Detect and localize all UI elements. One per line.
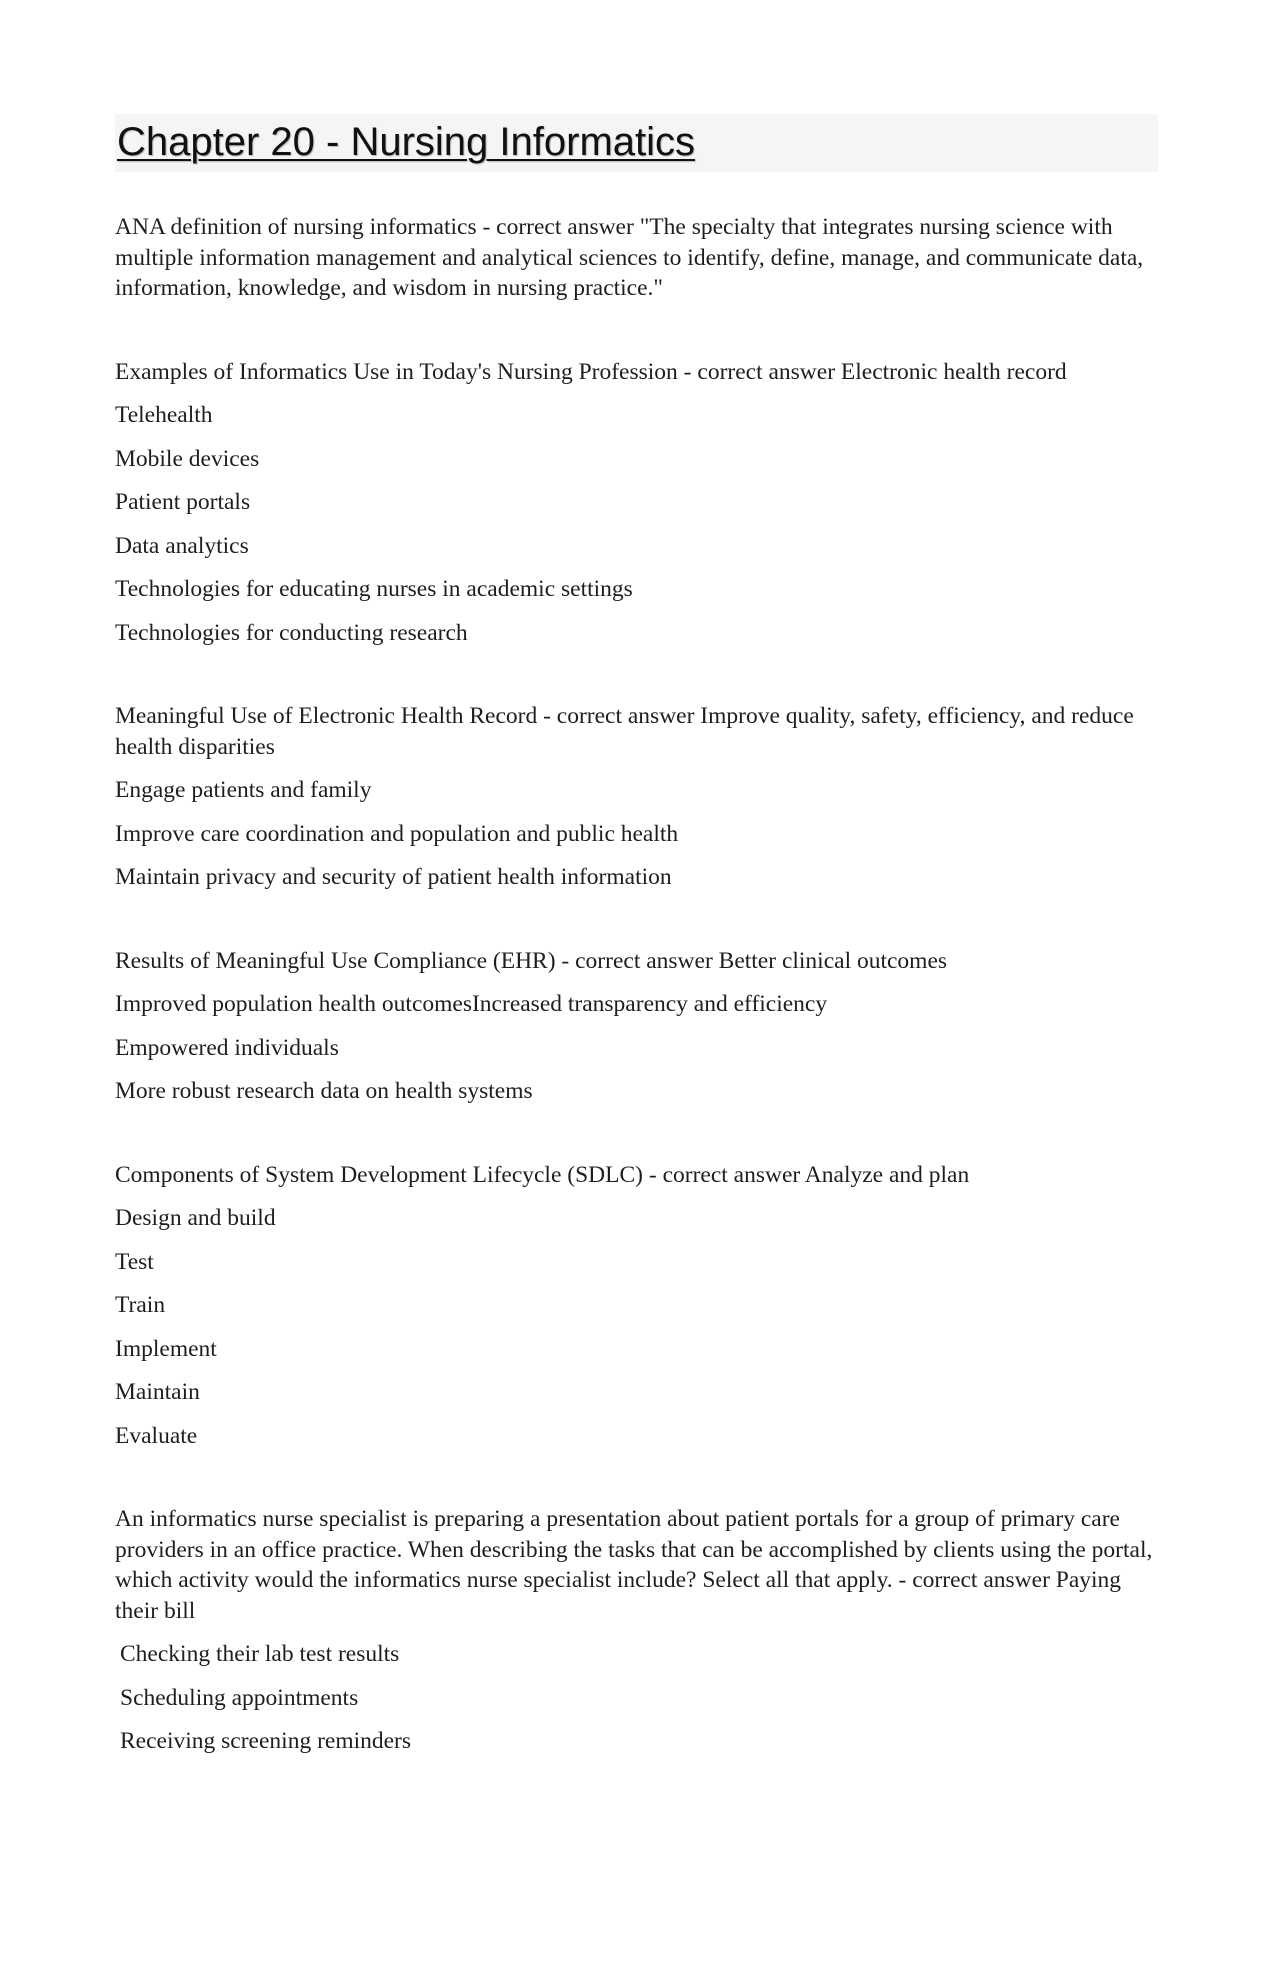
answer-item: Checking their lab test results xyxy=(120,1641,400,1667)
answer-item: Empowered individuals xyxy=(115,1034,339,1061)
question-text: Results of Meaningful Use Compliance (EHR) - correct answer Better clinical outcomes xyxy=(115,947,948,974)
answer-item: Telehealth xyxy=(115,402,213,428)
qa-block-3 xyxy=(115,701,1158,893)
answer-item: Receiving screening reminders xyxy=(120,1728,412,1754)
question-text: ANA definition of nursing informatics - correct answer "The specialty that integrates nursing science with multiple information management and analytical sciences to identify, define, manage, and communicate data, information, knowledge, and wisdom in nursing practice." xyxy=(115,214,1144,301)
answer-item: Evaluate xyxy=(115,1422,198,1449)
document-body xyxy=(115,212,1158,1757)
question-text: An informatics nurse specialist is preparing a presentation about patient portals for a group of primary care providers in an office practice. When describing the tasks that can be accomplished by clients using the portal, which activity would the informatics nurse specialist include? Select all that apply. - correct answer Paying their bill xyxy=(115,1506,1153,1624)
answer-item: Mobile devices xyxy=(115,445,260,472)
page-title: Chapter 20 - Nursing Informatics xyxy=(117,120,696,164)
answer-item: Patient portals xyxy=(115,489,251,515)
answer-item: Engage patients and family xyxy=(115,777,372,803)
title-banner xyxy=(115,114,1158,172)
answer-item: Maintain xyxy=(115,1379,200,1405)
question-text: Components of System Development Lifecycle (SDLC) - correct answer Analyze and plan xyxy=(115,1161,970,1188)
answer-item: Technologies for educating nurses in academic settings xyxy=(115,576,633,602)
question-text: Examples of Informatics Use in Today's Nursing Profession - correct answer Electronic health record xyxy=(115,358,1067,385)
answer-item: Technologies for conducting research xyxy=(115,619,468,646)
answer-item: Improve care coordination and population and public health xyxy=(115,820,679,847)
answer-item: Train xyxy=(115,1292,166,1318)
qa-block-4 xyxy=(115,946,1158,1107)
qa-block-2 xyxy=(115,357,1158,649)
answer-item: Scheduling appointments xyxy=(120,1684,359,1711)
answer-item: Implement xyxy=(115,1335,217,1362)
answer-item: Test xyxy=(115,1248,154,1275)
qa-block-5 xyxy=(115,1160,1158,1452)
answer-item: Improved population health outcomesIncreased transparency and efficiency xyxy=(115,991,828,1017)
document-page xyxy=(115,114,1158,1757)
question-text: Meaningful Use of Electronic Health Record - correct answer Improve quality, safety, efficiency, and reduce health disparities xyxy=(115,703,1134,760)
qa-block-6 xyxy=(115,1504,1158,1757)
qa-block-1 xyxy=(115,212,1158,304)
answer-item: Design and build xyxy=(115,1205,276,1231)
answer-item: Data analytics xyxy=(115,532,249,559)
answer-item: Maintain privacy and security of patient health information xyxy=(115,864,672,890)
answer-item: More robust research data on health systems xyxy=(115,1078,533,1104)
